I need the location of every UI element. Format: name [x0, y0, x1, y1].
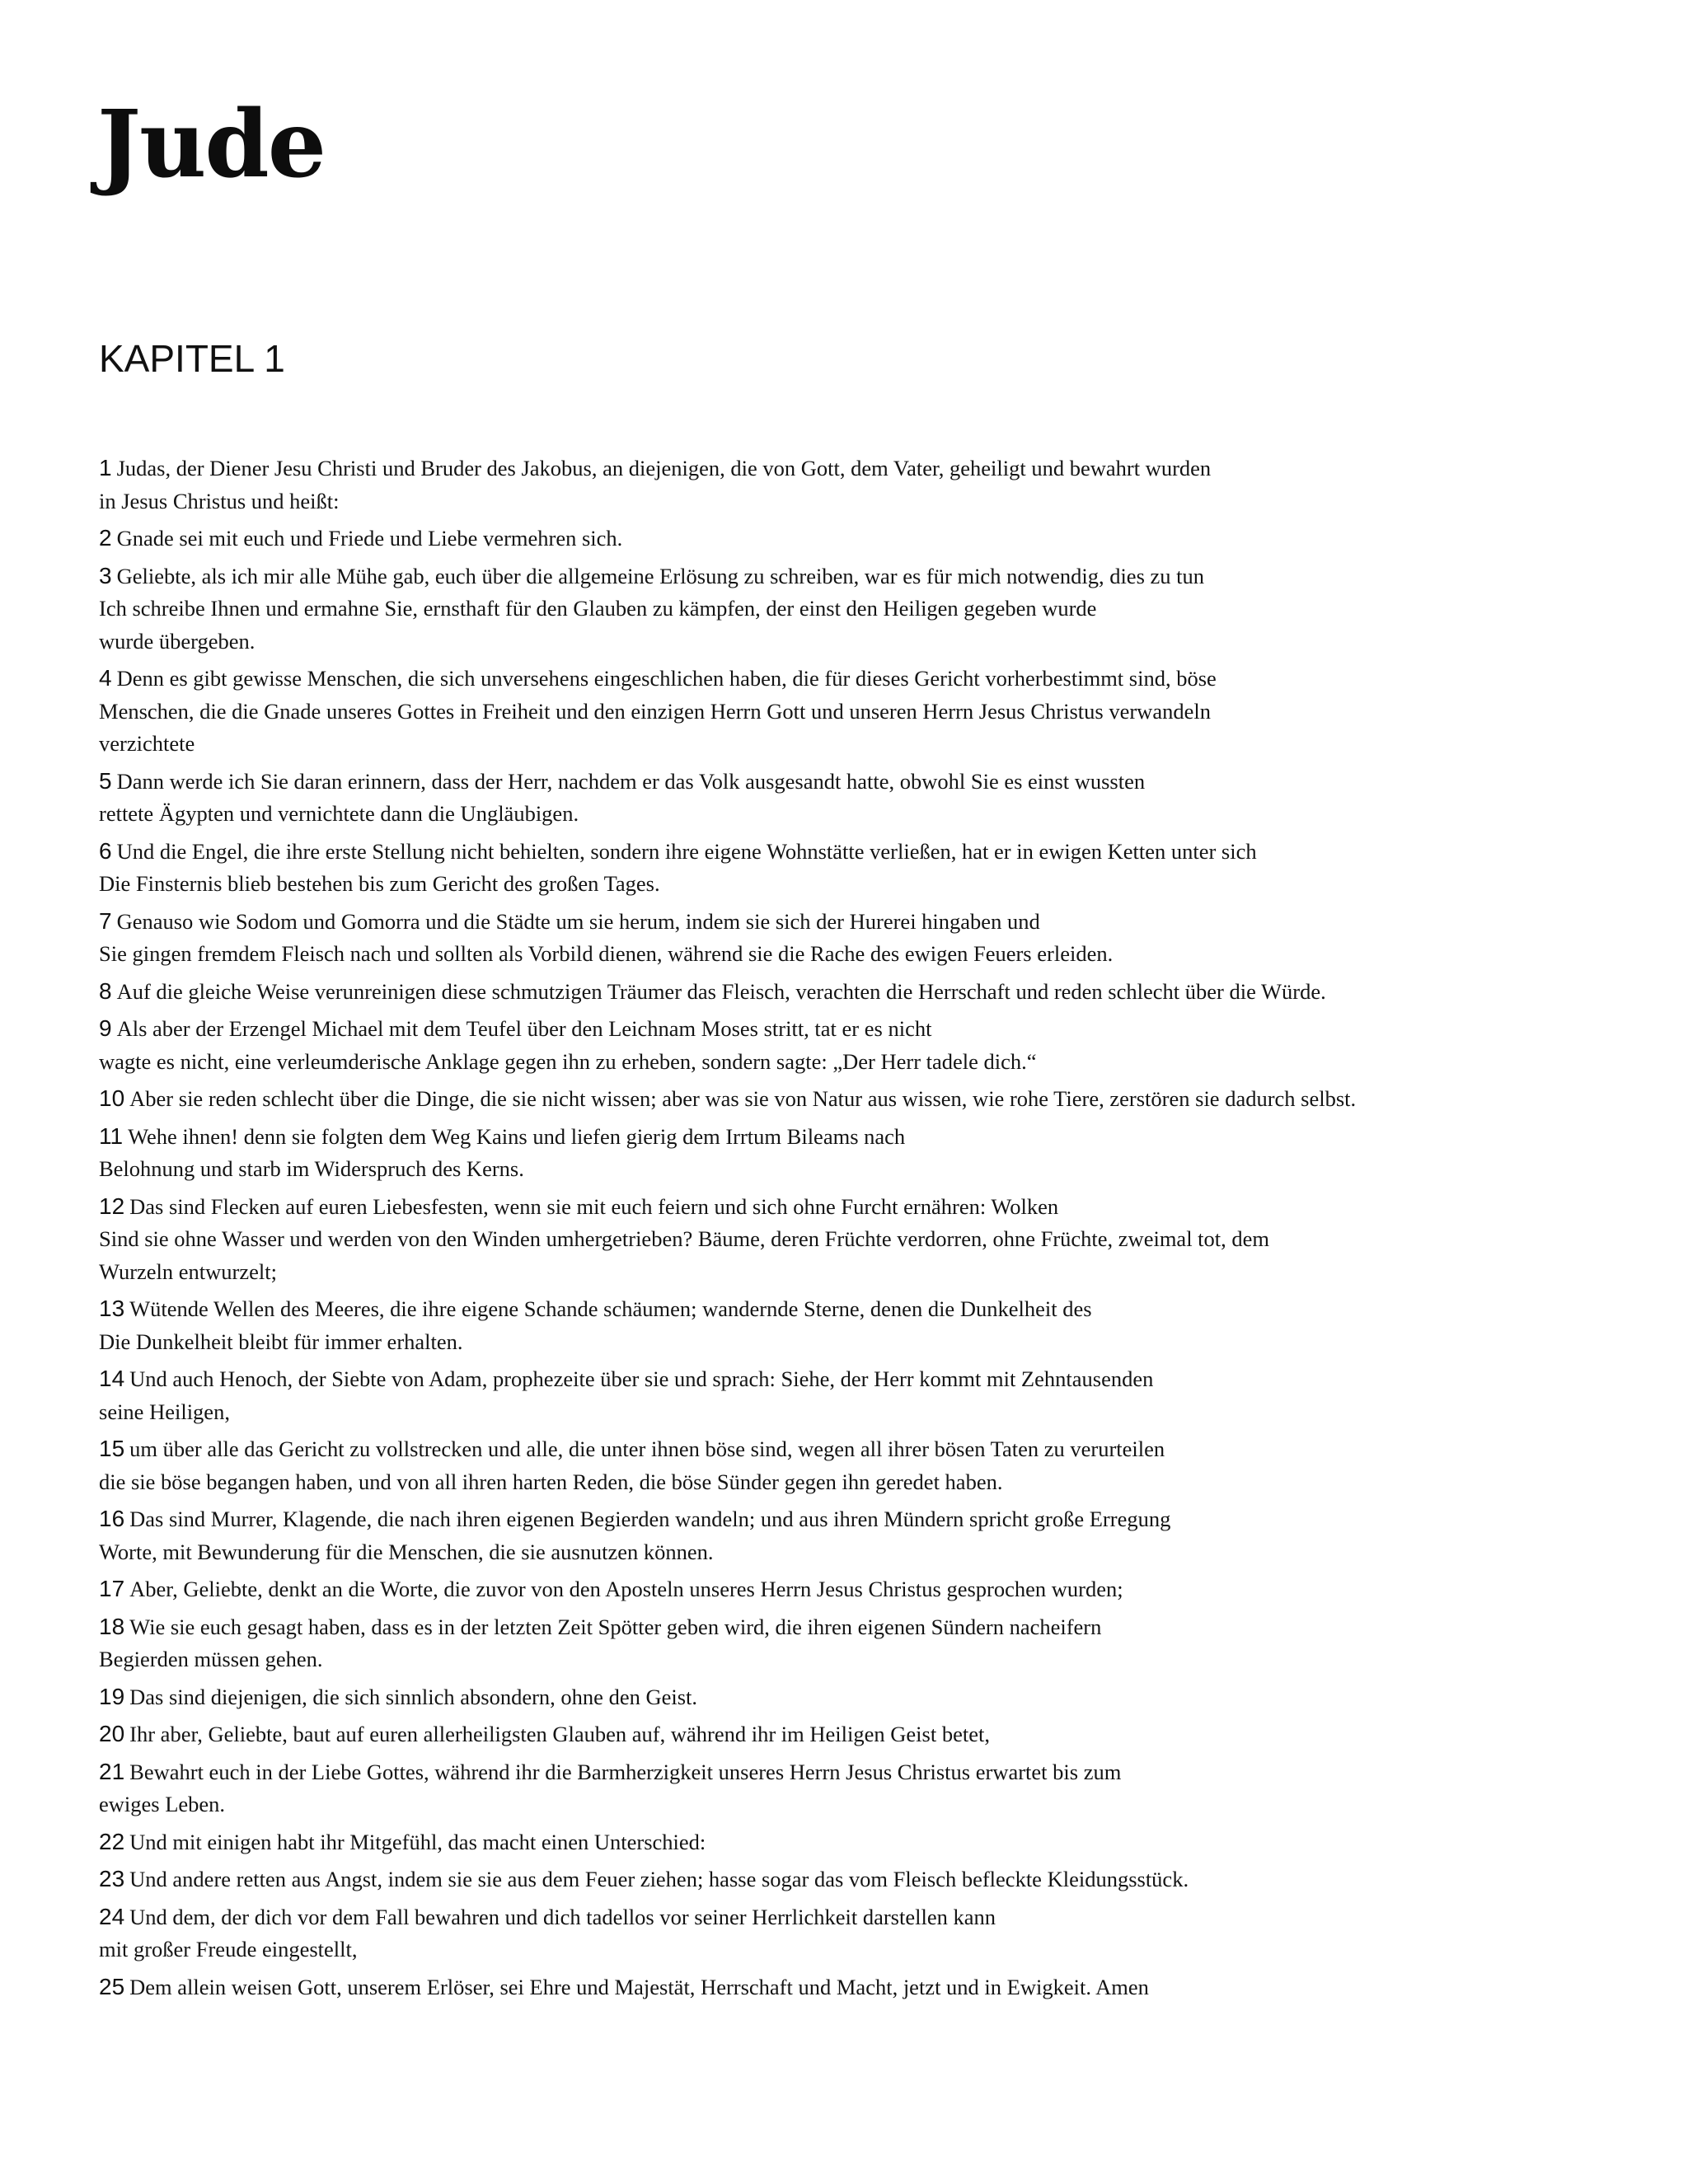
verse-line: [99, 696, 1500, 729]
verse-number: 9: [99, 1015, 112, 1041]
verse-text: mit großer Freude eingestellt,: [99, 1937, 358, 1961]
verse-line: [99, 1466, 1500, 1499]
verse-number: 13: [99, 1296, 125, 1321]
verse-19: [99, 1680, 1500, 1714]
verse-text: die sie böse begangen haben, und von all ihren harten Reden, die böse Sünder gegen ihn geredet haben.: [99, 1469, 1003, 1494]
verse-text: Aber sie reden schlecht über die Dinge, die sie nicht wissen; aber was sie von Natur aus wissen, wie rohe Tiere, zerstören sie dadurch selbst.: [129, 1086, 1357, 1111]
verse-line: [99, 1362, 1500, 1396]
verse-11: [99, 1120, 1500, 1186]
verse-text: Als aber der Erzengel Michael mit dem Teufel über den Leichnam Moses stritt, tat er es nicht: [116, 1016, 932, 1041]
verse-15: [99, 1432, 1500, 1498]
verse-number: 2: [99, 525, 112, 551]
verse-4: [99, 662, 1500, 761]
verse-text: Das sind diejenigen, die sich sinnlich absondern, ohne den Geist.: [129, 1684, 698, 1709]
verse-text: Denn es gibt gewisse Menschen, die sich unversehens eingeschlichen haben, die für dieses Gericht vorherbestimmt sind, böse: [116, 666, 1217, 691]
verse-line: [99, 1396, 1500, 1429]
verse-text: Wie sie euch gesagt haben, dass es in der letzten Zeit Spötter geben wird, die ihren eigenen Sündern nacheifern: [129, 1614, 1102, 1639]
verse-2: [99, 522, 1500, 555]
verse-line: [99, 1825, 1500, 1859]
verse-text: Bewahrt euch in der Liebe Gottes, während ihr die Barmherzigkeit unseres Herrn Jesus Christus erwartet bis zum: [129, 1759, 1122, 1784]
verse-line: [99, 1432, 1500, 1466]
verse-5: [99, 765, 1500, 831]
verse-number: 12: [99, 1193, 125, 1219]
verse-line: [99, 522, 1500, 555]
verse-text: Sind sie ohne Wasser und werden von den Winden umhergetrieben? Bäume, deren Früchte verdorren, ohne Früchte, zweimal tot, dem: [99, 1226, 1270, 1251]
verse-13: [99, 1292, 1500, 1358]
verse-16: [99, 1502, 1500, 1568]
verse-number: 3: [99, 562, 112, 588]
verse-22: [99, 1825, 1500, 1859]
verse-line: [99, 1755, 1500, 1789]
verse-12: [99, 1190, 1500, 1289]
verse-6: [99, 835, 1500, 901]
verse-number: 25: [99, 1973, 125, 1999]
verse-24: [99, 1900, 1500, 1966]
verse-text: ewiges Leben.: [99, 1792, 226, 1816]
chapter-heading: KAPITEL 1: [99, 337, 285, 380]
verse-line: [99, 485, 1500, 518]
verse-23: [99, 1863, 1500, 1896]
verse-text: Judas, der Diener Jesu Christi und Bruder des Jakobus, an diejenigen, die von Gott, dem Vater, geheiligt und bewahrt wurden: [116, 456, 1212, 480]
verse-line: [99, 1046, 1500, 1079]
verse-text: um über alle das Gericht zu vollstrecken und alle, die unter ihnen böse sind, wegen all ihrer bösen Taten zu verurteilen: [129, 1436, 1165, 1461]
verse-text: Wurzeln entwurzelt;: [99, 1258, 277, 1284]
verse-line: [99, 1933, 1500, 1966]
verse-line: [99, 560, 1500, 593]
verse-line: [99, 1153, 1500, 1186]
verse-number: 19: [99, 1683, 125, 1709]
verse-number: 4: [99, 665, 112, 691]
verse-21: [99, 1755, 1500, 1821]
verse-line: [99, 728, 1500, 761]
verse-18: [99, 1610, 1500, 1676]
verse-line: [99, 593, 1500, 626]
verse-line: [99, 1082, 1500, 1116]
verse-number: 24: [99, 1903, 125, 1929]
verse-text: Und dem, der dich vor dem Fall bewahren und dich tadellos vor seiner Herrlichkeit darstellen kann: [129, 1904, 996, 1929]
verse-text: Wütende Wellen des Meeres, die ihre eigene Schande schäumen; wandernde Sterne, denen die Dunkelheit des: [129, 1296, 1092, 1321]
verse-line: [99, 452, 1500, 485]
verse-text: Dann werde ich Sie daran erinnern, dass der Herr, nachdem er das Volk ausgesandt hatte, obwohl Sie es einst wussten: [116, 768, 1146, 794]
verse-line: [99, 1012, 1500, 1046]
verse-number: 14: [99, 1366, 125, 1391]
verse-number: 5: [99, 767, 112, 794]
verse-line: [99, 938, 1500, 971]
verse-line: [99, 1788, 1500, 1821]
verse-9: [99, 1012, 1500, 1078]
verse-line: [99, 1326, 1500, 1359]
verse-text: Belohnung und starb im Widerspruch des Kerns.: [99, 1156, 524, 1181]
verse-line: [99, 798, 1500, 831]
verse-text: Und mit einigen habt ihr Mitgefühl, das macht einen Unterschied:: [129, 1829, 706, 1854]
verse-text: Das sind Murrer, Klagende, die nach ihren eigenen Begierden wandeln; und aus ihren Mündern spricht große Erregung: [129, 1507, 1171, 1531]
verse-text: Aber, Geliebte, denkt an die Worte, die zuvor von den Aposteln unseres Herrn Jesus Christus gesprochen wurden;: [129, 1577, 1123, 1601]
verse-text: Sie gingen fremdem Fleisch nach und sollten als Vorbild dienen, während sie die Rache des ewigen Feuers erleiden.: [99, 941, 1114, 966]
verse-line: [99, 868, 1500, 901]
verse-7: [99, 905, 1500, 971]
verse-text: Gnade sei mit euch und Friede und Liebe vermehren sich.: [116, 526, 623, 551]
verse-line: [99, 1718, 1500, 1751]
verse-text: Genauso wie Sodom und Gomorra und die Städte um sie herum, indem sie sich der Hurerei hingaben und: [116, 908, 1040, 934]
verse-number: 20: [99, 1721, 125, 1746]
verse-text: Ich schreibe Ihnen und ermahne Sie, ernsthaft für den Glauben zu kämpfen, der einst den Heiligen gegeben wurde: [99, 596, 1097, 621]
verse-number: 22: [99, 1828, 125, 1854]
verse-text: Geliebte, als ich mir alle Mühe gab, euch über die allgemeine Erlösung zu schreiben, war es für mich notwendig, dies zu tun: [116, 563, 1205, 588]
verse-line: [99, 1190, 1500, 1224]
verse-line: [99, 1971, 1500, 2004]
verse-line: [99, 765, 1500, 799]
verse-line: [99, 1120, 1500, 1154]
verse-text: Und auch Henoch, der Siebte von Adam, prophezeite über sie und sprach: Siehe, der Herr kommt mit Zehntausenden: [129, 1366, 1154, 1391]
verse-number: 17: [99, 1576, 125, 1601]
verse-text: Ihr aber, Geliebte, baut auf euren allerheiligsten Glauben auf, während ihr im Heiligen Geist betet,: [129, 1722, 990, 1746]
verse-number: 16: [99, 1506, 125, 1531]
book-title: Jude: [97, 91, 325, 199]
verse-line: [99, 835, 1500, 869]
verse-17: [99, 1572, 1500, 1606]
verse-line: [99, 1863, 1500, 1896]
verse-text: Dem allein weisen Gott, unserem Erlöser, sei Ehre und Majestät, Herrschaft und Macht, jetzt und in Ewigkeit. Amen: [129, 1974, 1149, 1999]
verse-14: [99, 1362, 1500, 1428]
verse-line: [99, 662, 1500, 696]
verse-text: Begierden müssen gehen.: [99, 1647, 323, 1671]
verse-text: Die Dunkelheit bleibt für immer erhalten.: [99, 1329, 463, 1354]
verse-number: 21: [99, 1758, 125, 1784]
verse-line: [99, 905, 1500, 939]
verse-number: 18: [99, 1613, 125, 1639]
verse-text: seine Heiligen,: [99, 1399, 230, 1424]
verse-line: [99, 1292, 1500, 1326]
verse-text: Das sind Flecken auf euren Liebesfesten, wenn sie mit euch feiern und sich ohne Furcht ernähren: Wolken: [129, 1193, 1059, 1219]
verse-line: [99, 1256, 1500, 1289]
verse-line: [99, 1223, 1500, 1256]
verse-text: in Jesus Christus und heißt:: [99, 488, 340, 513]
verse-line: [99, 1610, 1500, 1644]
verse-20: [99, 1718, 1500, 1751]
verse-line: [99, 975, 1500, 1009]
verse-text: rettete Ägypten und vernichtete dann die Ungläubigen.: [99, 801, 579, 826]
verse-number: 1: [99, 455, 112, 480]
verse-text: Wehe ihnen! denn sie folgten dem Weg Kains und liefen gierig dem Irrtum Bileams nach: [128, 1123, 906, 1149]
verse-number: 15: [99, 1436, 125, 1461]
verse-number: 11: [99, 1122, 124, 1149]
verse-text: Worte, mit Bewunderung für die Menschen, die sie ausnutzen können.: [99, 1539, 714, 1564]
verse-number: 23: [99, 1866, 125, 1891]
verse-line: [99, 1643, 1500, 1676]
verse-1: [99, 452, 1500, 518]
verse-number: 10: [99, 1085, 125, 1111]
verse-line: [99, 1680, 1500, 1714]
verse-text: Die Finsternis blieb bestehen bis zum Gericht des großen Tages.: [99, 871, 660, 896]
verse-line: [99, 1572, 1500, 1606]
verse-text: wurde übergeben.: [99, 628, 256, 654]
verse-text: verzichtete: [99, 731, 195, 756]
verse-10: [99, 1082, 1500, 1116]
verse-25: [99, 1971, 1500, 2004]
verse-number: 8: [99, 977, 112, 1004]
verse-number: 7: [99, 907, 112, 934]
verse-8: [99, 975, 1500, 1009]
verse-line: [99, 626, 1500, 658]
verse-3: [99, 560, 1500, 658]
verse-text: Und andere retten aus Angst, indem sie sie aus dem Feuer ziehen; hasse sogar das vom Fleisch befleckte Kleidungsstück.: [129, 1867, 1189, 1891]
verse-list: [99, 452, 1500, 2008]
verse-text: Und die Engel, die ihre erste Stellung nicht behielten, sondern ihre eigene Wohnstätte verließen, hat er in ewigen Ketten unter sich: [116, 838, 1257, 864]
verse-text: Auf die gleiche Weise verunreinigen diese schmutzigen Träumer das Fleisch, verachten die Herrschaft und reden schlecht über die Würde.: [116, 978, 1326, 1004]
verse-line: [99, 1502, 1500, 1536]
verse-line: [99, 1536, 1500, 1569]
verse-line: [99, 1900, 1500, 1934]
verse-number: 6: [99, 837, 112, 864]
verse-text: Menschen, die die Gnade unseres Gottes in Freiheit und den einzigen Herrn Gott und unseren Herrn Jesus Christus verwandeln: [99, 698, 1211, 724]
verse-text: wagte es nicht, eine verleumderische Anklage gegen ihn zu erheben, sondern sagte: „Der Herr tadele dich.“: [99, 1048, 1037, 1074]
